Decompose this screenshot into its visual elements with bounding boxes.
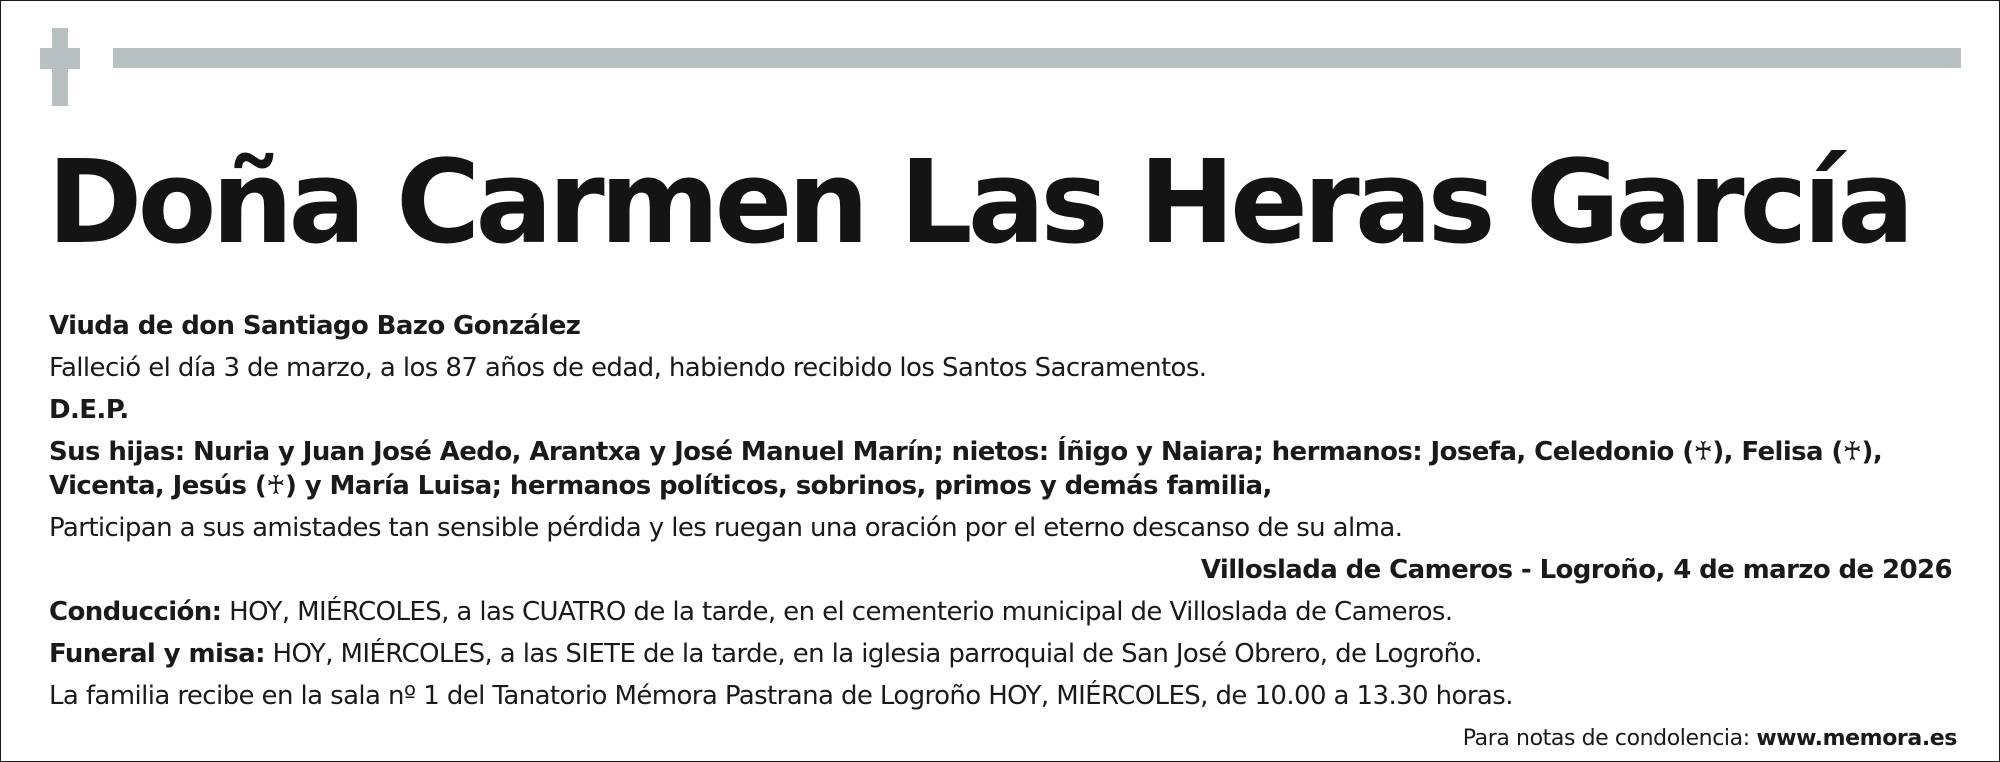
funeral-label: Funeral y misa: [49, 639, 265, 669]
condolence-link[interactable]: www.memora.es [1756, 726, 1957, 751]
decorative-bar [113, 48, 1961, 68]
place-date: Villoslada de Cameros - Logroño, 4 de marzo de 2026 [1200, 555, 1952, 585]
family-list: Sus hijas: Nuria y Juan José Aedo, Arantxa y José Manuel Marín; nietos: Íñigo y Naiara; hermanos: Josefa, Celedonio (♰), Felisa (♰), Vicenta, Jesús (♰) y María Luisa; hermanos políticos, sobrinos, primos y demás familia, [49, 437, 1883, 501]
funeral-text: HOY, MIÉRCOLES, a las SIETE de la tarde, en la iglesia parroquial de San José Obrero, de Logroño. [264, 639, 1482, 669]
deceased-name: Doña Carmen Las Heras García [47, 136, 1910, 270]
condolence-label: Para notas de condolencia: [1462, 726, 1757, 751]
widow-of: Viuda de don Santiago Bazo González [49, 311, 581, 341]
dep-label: D.E.P. [49, 395, 129, 425]
obituary-body [49, 305, 1959, 717]
announcement: Participan a sus amistades tan sensible pérdida y les ruegan una oración por el eterno descanso de su alma. [49, 513, 1403, 543]
conduction-text: HOY, MIÉRCOLES, a las CUATRO de la tarde, en el cementerio municipal de Villoslada de Cameros. [221, 597, 1453, 627]
death-notice: Falleció el día 3 de marzo, a los 87 años de edad, habiendo recibido los Santos Sacramentos. [49, 353, 1207, 383]
reception-info: La familia recibe en la sala nº 1 del Tanatorio Mémora Pastrana de Logroño HOY, MIÉRCOLES, de 10.00 a 13.30 horas. [49, 681, 1513, 711]
funeral-line [49, 633, 1959, 675]
cross-icon [40, 28, 80, 106]
conduction-line [49, 591, 1959, 633]
condolence-footer [1463, 724, 1957, 754]
conduction-label: Conducción: [49, 597, 222, 627]
